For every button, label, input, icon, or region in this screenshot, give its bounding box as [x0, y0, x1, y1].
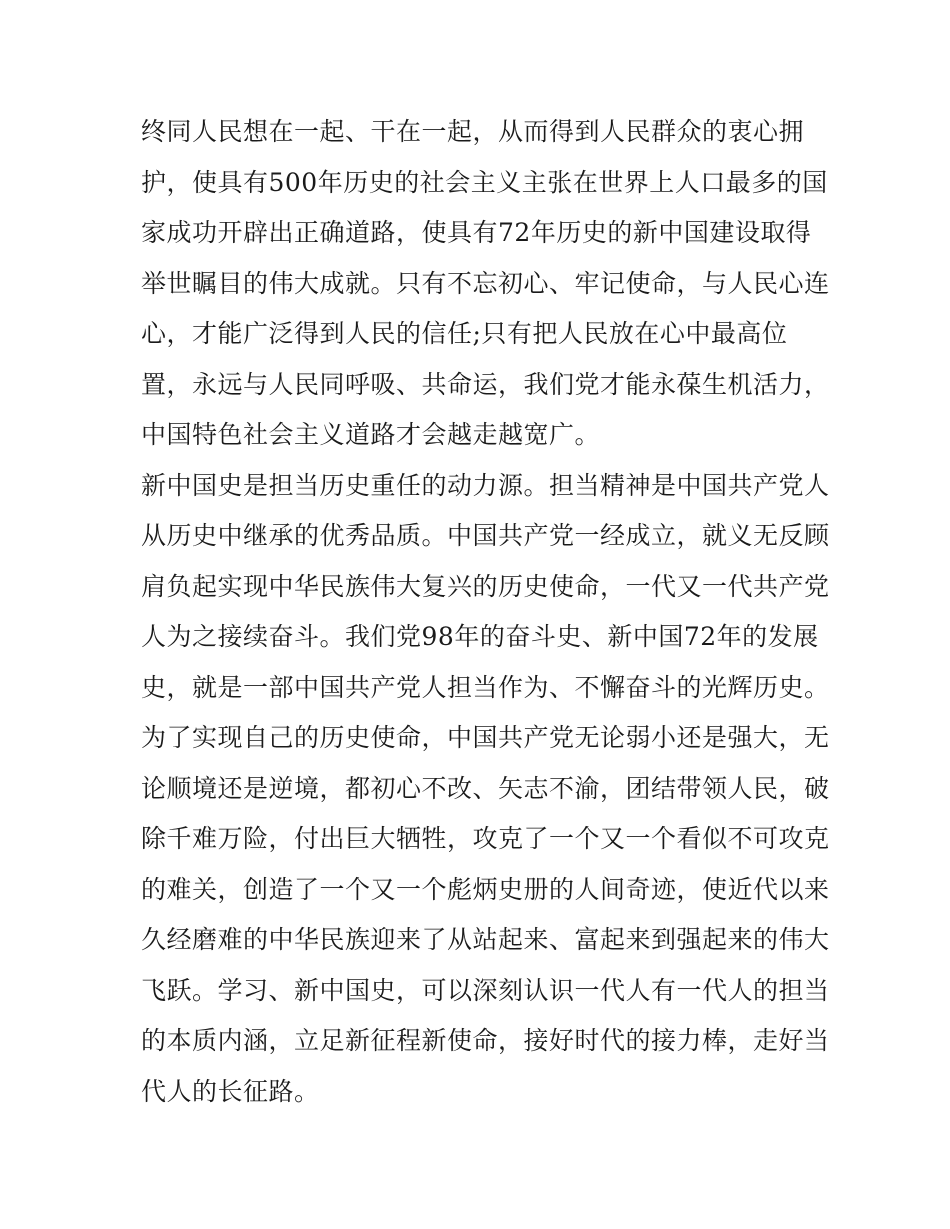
text-line: 为了实现自己的历史使命，中国共产党无论弱小还是强大，无	[141, 723, 830, 752]
body-text	[141, 107, 830, 1117]
text-line: 除千难万险，付出巨大牺牲，攻克了一个又一个看似不可攻克	[141, 824, 830, 853]
text-line: 护，使具有500年历史的社会主义主张在世界上人口最多的国	[141, 167, 828, 197]
text-line: 论顺境还是逆境，都初心不改、矢志不渝，团结带领人民，破	[141, 773, 830, 803]
text-line: 新中国史是担当历史重任的动力源。担当精神是中国共产党人	[141, 470, 830, 500]
text-line: 置，永远与人民同呼吸、共命运，我们党才能永葆生机活力，	[141, 369, 830, 399]
text-line: 肩负起实现中华民族伟大复兴的历史使命，一代又一代共产党	[141, 571, 830, 601]
text-line: 心，才能广泛得到人民的信任;只有把人民放在心中最高位	[141, 319, 788, 348]
text-line: 家成功开辟出正确道路，使具有72年历史的新中国建设取得	[141, 218, 812, 247]
text-line: 飞跃。学习、新中国史，可以深刻认识一代人有一代人的担当	[141, 975, 830, 1005]
text-line: 终同人民想在一起、干在一起，从而得到人民群众的衷心拥	[141, 117, 805, 146]
text-line: 人为之接续奋斗。我们党98年的奋斗史、新中国72年的发展	[141, 622, 819, 651]
text-line: 中国特色社会主义道路才会越走越宽广。	[141, 420, 601, 449]
text-line: 举世瞩目的伟大成就。只有不忘初心、牢记使命，与人民心连	[141, 268, 830, 298]
text-line: 的难关，创造了一个又一个彪炳史册的人间奇迹，使近代以来	[141, 874, 830, 904]
text-line: 的本质内涵，立足新征程新使命，接好时代的接力棒，走好当	[141, 1026, 830, 1055]
text-line: 久经磨难的中华民族迎来了从站起来、富起来到强起来的伟大	[141, 925, 830, 954]
text-line: 史，就是一部中国共产党人担当作为、不懈奋斗的光辉历史。	[141, 672, 830, 702]
text-line: 代人的长征路。	[141, 1076, 320, 1106]
text-line: 从历史中继承的优秀品质。中国共产党一经成立，就义无反顾	[141, 521, 830, 550]
